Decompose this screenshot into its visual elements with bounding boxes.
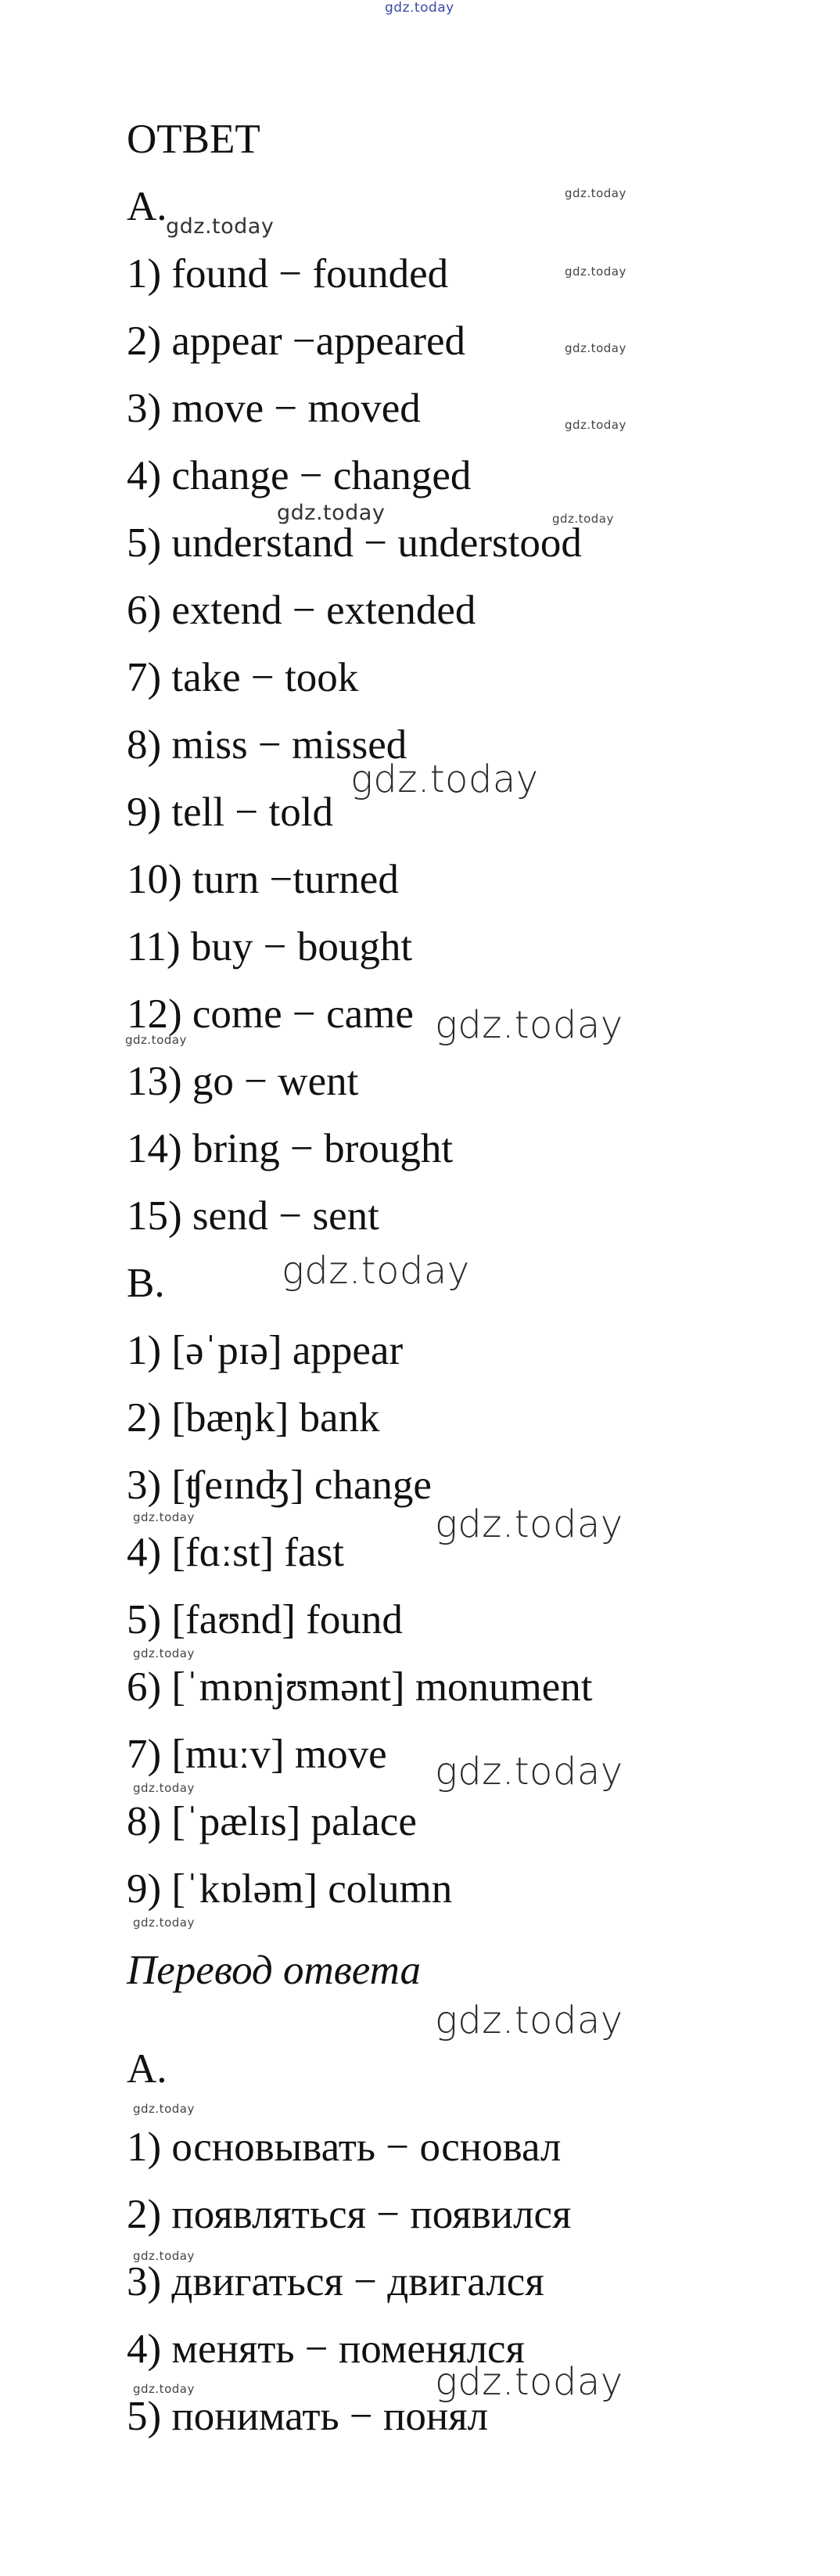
- watermark: gdz.today: [133, 1916, 195, 1930]
- list-item: 13) go − went: [127, 1059, 359, 1104]
- list-item: 3) двигаться − двигался: [127, 2259, 544, 2304]
- translation-title: Перевод ответа: [127, 1948, 422, 1993]
- list-item: 2) appear −appeared: [127, 318, 466, 364]
- list-item: 2) появляться − появился: [127, 2192, 572, 2237]
- section-b-label: B.: [127, 1261, 165, 1306]
- list-item: 4) менять − поменялся: [127, 2326, 525, 2372]
- watermark: gdz.today: [133, 1646, 195, 1660]
- list-item: 9) [ˈkɒləm] column: [127, 1866, 453, 1912]
- watermark: gdz.today: [277, 501, 386, 525]
- watermark: gdz.today: [435, 1750, 623, 1793]
- list-item: 10) turn −turned: [127, 857, 399, 902]
- list-item: 7) take − took: [127, 655, 359, 700]
- list-item: 4) change − changed: [127, 453, 472, 498]
- list-item: 5) понимать − понял: [127, 2394, 489, 2439]
- list-item: 3) [ʧeɪnʤ] change: [127, 1462, 432, 1508]
- list-item: 6) extend − extended: [127, 588, 476, 633]
- list-item: 9) tell − told: [127, 790, 333, 835]
- list-item: 8) [ˈpælɪs] palace: [127, 1799, 417, 1844]
- watermark: gdz.today: [166, 214, 275, 239]
- list-item: 5) understand − understood: [127, 520, 582, 566]
- watermark: gdz.today: [125, 1033, 187, 1047]
- watermark: gdz.today: [435, 1502, 623, 1546]
- list-item: 14) bring − brought: [127, 1126, 454, 1171]
- list-item: 1) основывать − основал: [127, 2124, 562, 2170]
- translation-a-label: A.: [127, 2046, 167, 2092]
- watermark: gdz.today: [435, 1003, 623, 1047]
- list-item: 3) move − moved: [127, 386, 421, 431]
- watermark: gdz.today: [552, 512, 614, 526]
- watermark: gdz.today: [435, 1999, 623, 2042]
- watermark: gdz.today: [133, 1781, 195, 1795]
- list-item: 6) [ˈmɒnjʊmənt] monument: [127, 1664, 593, 1710]
- section-a-label: A.: [127, 184, 167, 229]
- list-item: 12) come − came: [127, 991, 414, 1037]
- watermark: gdz.today: [133, 1510, 195, 1524]
- watermark: gdz.today: [565, 418, 626, 432]
- watermark: gdz.today: [565, 341, 626, 355]
- answer-title: ОТВЕТ: [127, 117, 260, 162]
- watermark: gdz.today: [565, 264, 626, 279]
- list-item: 1) [əˈpɪə] appear: [127, 1328, 404, 1373]
- list-item: 4) [fɑːst] fast: [127, 1530, 344, 1575]
- watermark: gdz.today: [565, 186, 626, 200]
- list-item: 15) send − sent: [127, 1193, 379, 1239]
- list-item: 7) [muːv] move: [127, 1732, 387, 1777]
- list-item: 2) [bæŋk] bank: [127, 1395, 380, 1441]
- watermark: gdz.today: [133, 2249, 195, 2263]
- watermark: gdz.today: [133, 2382, 195, 2396]
- watermark: gdz.today: [435, 2360, 623, 2404]
- top-watermark: gdz.today: [385, 0, 454, 16]
- list-item: 1) found − founded: [127, 251, 449, 297]
- list-item: 11) buy − bought: [127, 924, 413, 970]
- watermark: gdz.today: [133, 2102, 195, 2116]
- list-item: 8) miss − missed: [127, 722, 407, 768]
- watermark: gdz.today: [282, 1249, 470, 1293]
- watermark: gdz.today: [350, 757, 539, 801]
- list-item: 5) [faʊnd] found: [127, 1597, 403, 1642]
